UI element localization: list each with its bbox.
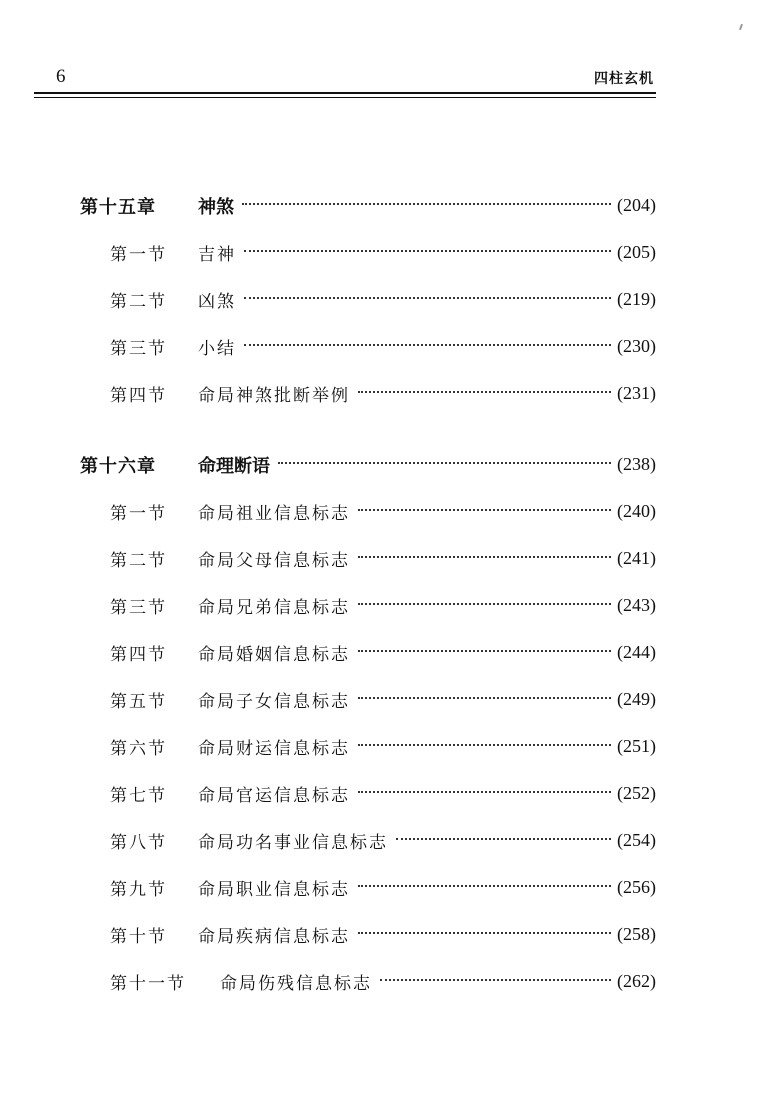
section-title: 命局兄弟信息标志 xyxy=(198,598,350,618)
dot-leader xyxy=(380,979,611,981)
toc-section-entry[interactable] xyxy=(80,370,656,417)
dot-leader xyxy=(358,650,611,652)
toc-chapter-entry[interactable] xyxy=(80,441,656,488)
dot-leader xyxy=(242,203,611,205)
dot-leader xyxy=(358,744,611,746)
toc-section-entry[interactable] xyxy=(80,629,656,676)
section-number: 第一节 xyxy=(110,504,167,524)
section-page: (205) xyxy=(617,242,656,262)
running-title: 四柱玄机 xyxy=(594,71,654,87)
section-page: (256) xyxy=(617,877,656,897)
section-title: 命局婚姻信息标志 xyxy=(198,645,350,665)
toc-chapter-entry[interactable] xyxy=(80,182,656,229)
section-number: 第九节 xyxy=(110,880,167,900)
dot-leader xyxy=(358,603,611,605)
chapter-number: 第十六章 xyxy=(80,455,156,477)
section-page: (254) xyxy=(617,830,656,850)
section-page: (219) xyxy=(617,289,656,309)
section-number: 第一节 xyxy=(110,245,167,265)
dot-leader xyxy=(396,838,611,840)
toc-section-entry[interactable] xyxy=(80,229,656,276)
section-title: 命局官运信息标志 xyxy=(198,786,350,806)
dot-leader xyxy=(244,297,611,299)
section-title: 命局神煞批断举例 xyxy=(198,386,350,406)
toc-section-entry[interactable] xyxy=(80,770,656,817)
dot-leader xyxy=(358,791,611,793)
section-title: 凶煞 xyxy=(198,292,236,312)
section-page: (240) xyxy=(617,501,656,521)
dot-leader xyxy=(244,344,611,346)
section-number: 第八节 xyxy=(110,833,167,853)
chapter-page: (204) xyxy=(617,195,656,215)
section-page: (231) xyxy=(617,383,656,403)
toc-section-entry[interactable] xyxy=(80,864,656,911)
section-page: (262) xyxy=(617,971,656,991)
section-title: 命局子女信息标志 xyxy=(198,692,350,712)
toc-section-entry[interactable] xyxy=(80,817,656,864)
toc-section-entry[interactable] xyxy=(80,723,656,770)
toc-chapter xyxy=(80,441,656,1005)
section-number: 第五节 xyxy=(110,692,167,712)
chapter-page: (238) xyxy=(617,454,656,474)
section-number: 第六节 xyxy=(110,739,167,759)
chapter-title: 神煞 xyxy=(198,196,234,218)
section-page: (241) xyxy=(617,548,656,568)
dot-leader xyxy=(358,885,611,887)
toc-section-entry[interactable] xyxy=(80,676,656,723)
toc-section-entry[interactable] xyxy=(80,488,656,535)
dot-leader xyxy=(278,462,611,464)
dot-leader xyxy=(358,391,611,393)
section-page: (252) xyxy=(617,783,656,803)
section-title: 小结 xyxy=(198,339,236,359)
toc-section-entry[interactable] xyxy=(80,276,656,323)
dot-leader xyxy=(358,509,611,511)
section-number: 第三节 xyxy=(110,598,167,618)
section-number: 第十节 xyxy=(110,927,167,947)
section-title: 命局祖业信息标志 xyxy=(198,504,350,524)
toc-section-entry[interactable] xyxy=(80,958,656,1005)
scan-mark xyxy=(739,24,743,30)
section-title: 命局职业信息标志 xyxy=(198,880,350,900)
section-page: (251) xyxy=(617,736,656,756)
section-title: 命局疾病信息标志 xyxy=(198,927,350,947)
section-number: 第四节 xyxy=(110,386,167,406)
section-page: (258) xyxy=(617,924,656,944)
section-number: 第三节 xyxy=(110,339,167,359)
section-title: 命局父母信息标志 xyxy=(198,551,350,571)
chapter-title: 命理断语 xyxy=(198,455,270,477)
section-number: 第二节 xyxy=(110,551,167,571)
section-page: (243) xyxy=(617,595,656,615)
dot-leader xyxy=(358,556,611,558)
page-number: 6 xyxy=(56,66,66,87)
section-title: 命局功名事业信息标志 xyxy=(198,833,388,853)
section-number: 第七节 xyxy=(110,786,167,806)
section-title: 命局伤残信息标志 xyxy=(220,974,372,994)
header-rule-thin xyxy=(34,97,656,98)
chapter-number: 第十五章 xyxy=(80,196,156,218)
toc-chapter xyxy=(80,182,656,417)
section-number: 第四节 xyxy=(110,645,167,665)
toc-section-entry[interactable] xyxy=(80,535,656,582)
toc-section-entry[interactable] xyxy=(80,911,656,958)
section-title: 命局财运信息标志 xyxy=(198,739,350,759)
section-page: (249) xyxy=(617,689,656,709)
dot-leader xyxy=(358,932,611,934)
table-of-contents xyxy=(80,182,656,1029)
toc-section-entry[interactable] xyxy=(80,323,656,370)
toc-section-entry[interactable] xyxy=(80,582,656,629)
dot-leader xyxy=(244,250,611,252)
section-title: 吉神 xyxy=(198,245,236,265)
section-number: 第二节 xyxy=(110,292,167,312)
dot-leader xyxy=(358,697,611,699)
header-rule-thick xyxy=(34,92,656,94)
section-page: (230) xyxy=(617,336,656,356)
section-page: (244) xyxy=(617,642,656,662)
section-number: 第十一节 xyxy=(110,974,186,994)
